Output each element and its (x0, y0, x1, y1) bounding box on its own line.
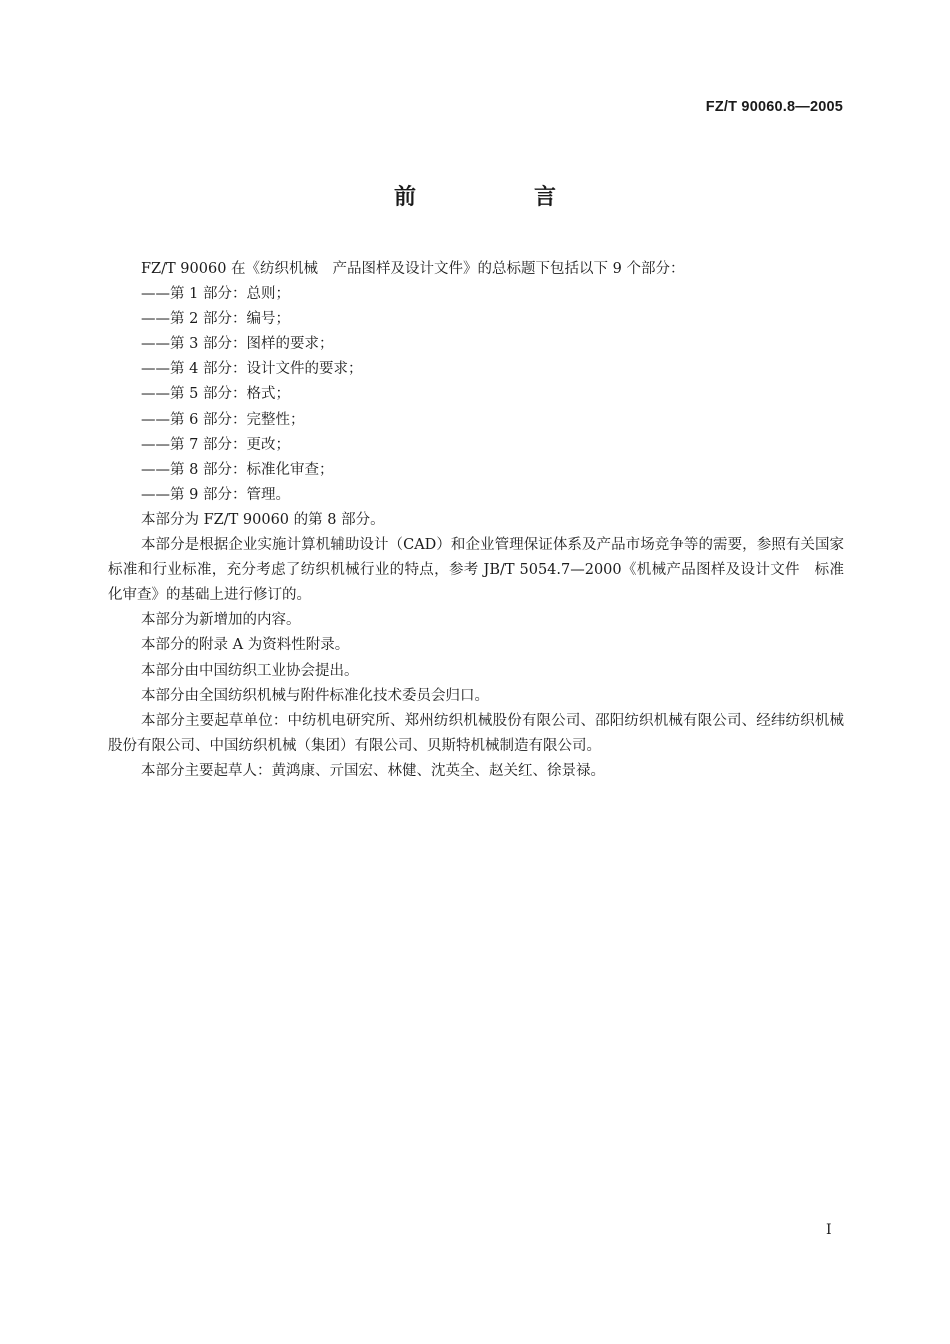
page-number: I (826, 1222, 832, 1238)
body-paragraph: 本部分的附录 A 为资料性附录。 (141, 637, 350, 654)
body-paragraph: 本部分是根据企业实施计算机辅助设计（CAD）和企业管理保证体系及产品市场竞争等的需要，参照有关国家标准和行业标准，充分考虑了纺织机械行业的特点，参考 JB/T 5054.7—2000《机械产品图样及设计文件 标准化审查》的基础上进行修订的。 (108, 537, 844, 604)
body-paragraph: 本部分由全国纺织机械与附件标准化技术委员会归口。 (141, 687, 489, 704)
page-title: 前 言 (393, 185, 604, 210)
list-item: ——第 1 部分：总则； (141, 286, 290, 303)
body-paragraph: 本部分由中国纺织工业协会提出。 (141, 662, 359, 679)
body-paragraph: 本部分主要起草人：黄鸿康、亓国宏、林健、沈英全、赵关红、徐景禄。 (141, 762, 605, 779)
list-item: ——第 7 部分：更改； (141, 436, 290, 453)
list-item: ——第 4 部分：设计文件的要求； (141, 361, 363, 378)
body-paragraph: 本部分为新增加的内容。 (141, 612, 301, 629)
list-item: ——第 8 部分：标准化审查； (141, 461, 334, 478)
body-paragraph: 本部分主要起草单位：中纺机电研究所、郑州纺织机械股份有限公司、邵阳纺织机械有限公司、经纬纺织机械股份有限公司、中国纺织机械（集团）有限公司、贝斯特机械制造有限公司。 (108, 712, 844, 754)
list-item: ——第 2 部分：编号； (141, 311, 290, 328)
list-item: ——第 9 部分：管理。 (141, 486, 290, 503)
body-paragraph: 本部分为 FZ/T 90060 的第 8 部分。 (141, 511, 385, 528)
intro-paragraph: FZ/T 90060 在《纺织机械 产品图样及设计文件》的总标题下包括以下 9 个部分： (141, 261, 685, 277)
list-item: ——第 6 部分：完整性； (141, 411, 305, 428)
list-item: ——第 5 部分：格式； (141, 386, 290, 403)
standard-number: FZ/T 90060.8—2005 (705, 99, 843, 115)
list-item: ——第 3 部分：图样的要求； (141, 336, 334, 353)
foreword-body (108, 257, 844, 784)
